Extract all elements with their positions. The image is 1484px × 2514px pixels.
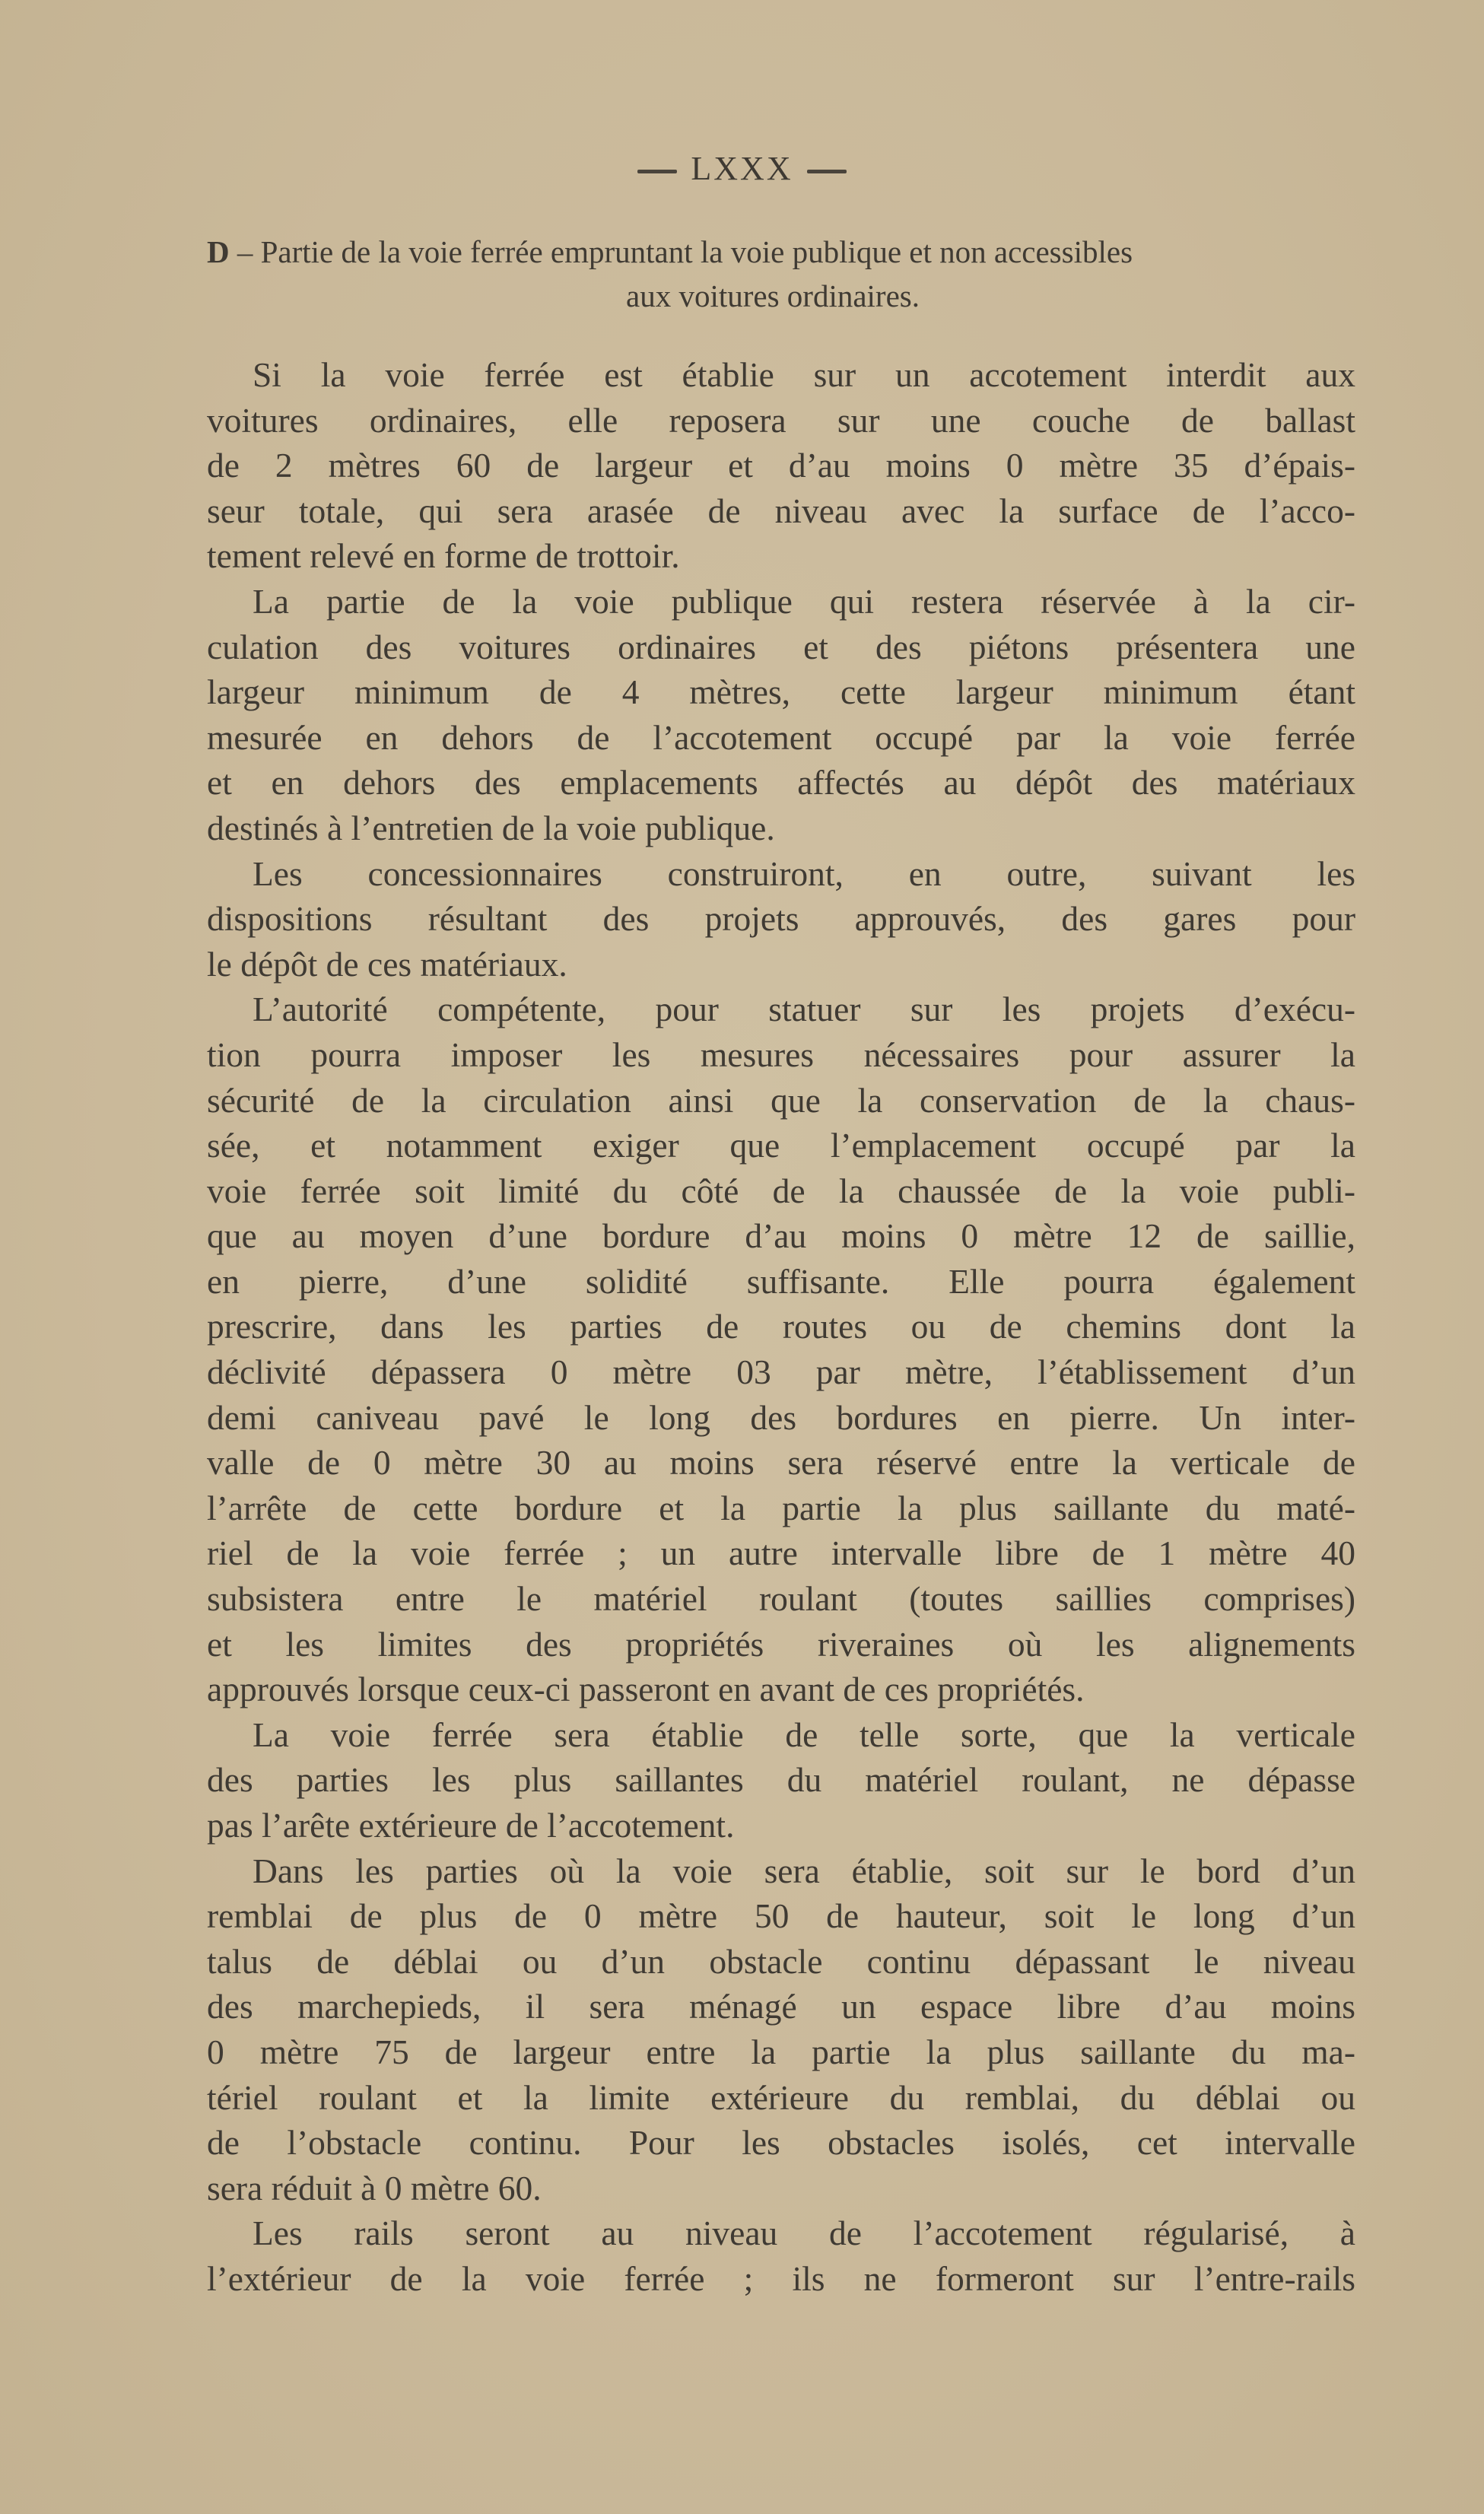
text-line: des parties les plus saillantes du matériel roulant, ne dépasse xyxy=(207,1760,1355,1800)
text-line: déclivité dépassera 0 mètre 03 par mètre, l’établissement d’un xyxy=(207,1352,1355,1392)
text-line: en pierre, d’une solidité suffisante. Elle pourra également xyxy=(207,1261,1355,1301)
text-line: Les concessionnaires construiront, en outre, suivant les xyxy=(253,853,1355,893)
text-line: L’autorité compétente, pour statuer sur les projets d’exécu- xyxy=(253,990,1355,1029)
section-letter: D xyxy=(207,234,230,269)
text-line: dispositions résultant des projets approuvés, des gares pour xyxy=(207,899,1355,939)
text-line: tériel roulant et la limite extérieure du remblai, du déblai ou xyxy=(207,2077,1355,2117)
text-line: des marchepieds, il sera ménagé un espace libre d’au moins xyxy=(207,1987,1355,2026)
text-line: Les rails seront au niveau de l’accotement régularisé, à xyxy=(253,2214,1355,2253)
text-line: et les limites des propriétés riveraines où les alignements xyxy=(207,1624,1355,1664)
text-line: l’arrête de cette bordure et la partie la plus saillante du maté- xyxy=(207,1488,1355,1527)
text-line: pas l’arête extérieure de l’accotement. xyxy=(207,1806,735,1845)
text-line: que au moyen d’une bordure d’au moins 0 mètre 12 de saillie, xyxy=(207,1216,1355,1256)
header-dash-right xyxy=(807,170,847,173)
text-line: largeur minimum de 4 mètres, cette largeur minimum étant xyxy=(207,672,1355,712)
text-line: sécurité de la circulation ainsi que la conservation de la chaus- xyxy=(207,1080,1355,1120)
section-title-line1: Partie de la voie ferrée empruntant la voie publique et non accessibles xyxy=(260,234,1133,269)
text-line: Dans les parties où la voie sera établie, soit sur le bord d’un xyxy=(253,1851,1355,1890)
text-line: sera réduit à 0 mètre 60. xyxy=(207,2168,542,2207)
text-line: le dépôt de ces matériaux. xyxy=(207,944,567,984)
text-line: subsistera entre le matériel roulant (toutes saillies comprises) xyxy=(207,1579,1355,1619)
header-dash-left xyxy=(637,170,677,173)
text-line: voie ferrée soit limité du côté de la chaussée de la voie publi- xyxy=(207,1171,1355,1210)
text-line: l’extérieur de la voie ferrée ; ils ne formeront sur l’entre-rails xyxy=(207,2258,1355,2298)
text-line: culation des voitures ordinaires et des piétons présentera une xyxy=(207,627,1355,666)
text-line: La voie ferrée sera établie de telle sorte, que la verticale xyxy=(253,1715,1355,1754)
text-line: Si la voie ferrée est établie sur un accotement interdit aux xyxy=(253,355,1355,394)
text-line: demi caniveau pavé le long des bordures en pierre. Un inter- xyxy=(207,1397,1355,1437)
text-line: et en dehors des emplacements affectés au dépôt des matériaux xyxy=(207,763,1355,803)
section-heading xyxy=(207,230,1369,318)
text-line: sée, et notamment exiger que l’emplacement occupé par la xyxy=(207,1126,1355,1165)
text-line: tion pourra imposer les mesures nécessaires pour assurer la xyxy=(207,1035,1355,1074)
body-text xyxy=(207,352,1355,2302)
page-header xyxy=(0,149,1484,188)
section-title-line2: aux voitures ordinaires. xyxy=(626,278,920,313)
text-line: La partie de la voie publique qui restera réservée à la cir- xyxy=(253,581,1355,621)
text-line: de l’obstacle continu. Pour les obstacles isolés, cet intervalle xyxy=(207,2123,1355,2163)
text-line: approuvés lorsque ceux-ci passeront en avant de ces propriétés. xyxy=(207,1670,1085,1709)
text-line: talus de déblai ou d’un obstacle continu dépassant le niveau xyxy=(207,1941,1355,1981)
text-line: prescrire, dans les parties de routes ou de chemins dont la xyxy=(207,1307,1355,1346)
text-line: riel de la voie ferrée ; un autre intervalle libre de 1 mètre 40 xyxy=(207,1534,1355,1573)
text-line: voitures ordinaires, elle reposera sur une couche de ballast xyxy=(207,400,1355,440)
text-line: seur totale, qui sera arasée de niveau avec la surface de l’acco- xyxy=(207,491,1355,530)
text-line: valle de 0 mètre 30 au moins sera réservé entre la verticale de xyxy=(207,1443,1355,1483)
section-heading-line1: D – Partie de la voie ferrée empruntant la voie publique et non accessibles xyxy=(207,234,1133,269)
text-line: destinés à l’entretien de la voie publique. xyxy=(207,808,775,847)
text-line: 0 mètre 75 de largeur entre la partie la plus saillante du ma- xyxy=(207,2032,1355,2071)
text-line: tement relevé en forme de trottoir. xyxy=(207,536,680,576)
text-line: mesurée en dehors de l’accotement occupé par la voie ferrée xyxy=(207,717,1355,757)
page-number: LXXX xyxy=(691,150,793,187)
text-line: remblai de plus de 0 mètre 50 de hauteur, soit le long d’un xyxy=(207,1896,1355,1936)
text-line: de 2 mètres 60 de largeur et d’au moins 0 mètre 35 d’épais- xyxy=(207,446,1355,485)
